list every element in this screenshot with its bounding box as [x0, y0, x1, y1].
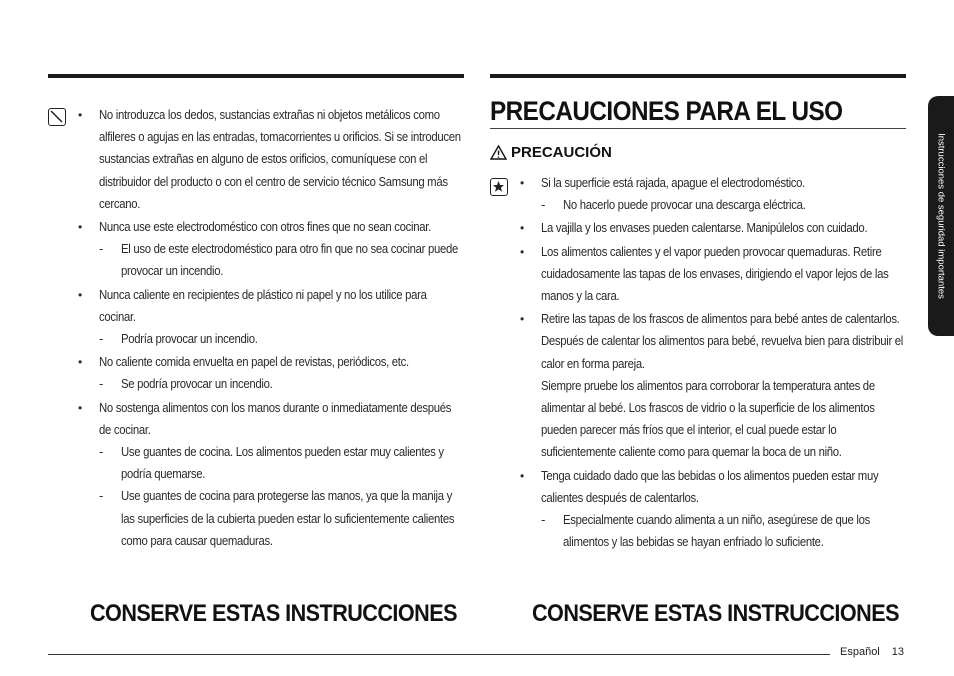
sub-item [99, 238, 464, 282]
sub-item [99, 441, 464, 485]
section-side-tab [928, 96, 954, 336]
sub-item-text: - Especialmente cuando alimenta a un niño, asegúrese de que los alimentos y las bebidas se hayan enfriado lo suficiente. [563, 512, 870, 550]
sub-item [541, 509, 908, 553]
footer-language: Español [840, 646, 880, 658]
page-number: 13 [891, 646, 905, 658]
bullet-item [520, 465, 908, 554]
sub-item [541, 194, 908, 216]
bullet-item [78, 284, 464, 351]
sub-item-text: - No hacerlo puede provocar una descarga eléctrica. [563, 197, 806, 213]
page-title: PRECAUCIONES PARA EL USO [490, 96, 843, 126]
footer-rule [48, 654, 830, 655]
caution-heading [490, 144, 612, 161]
bullet-extra-text: Siempre pruebe los alimentos para corroborar la temperatura antes de alimentar al bebé. Los frascos de vidrio o la superficie de los alimentos pueden parecer más fríos que el interior, el cual puede estar lo suficientemente caliente como para quemar la boca de un niño. [541, 377, 875, 460]
conserve-title-left: CONSERVE ESTAS INSTRUCCIONES [90, 600, 457, 627]
bullet-text: • Nunca caliente en recipientes de plástico ni papel y no los utilice para cocinar. [99, 286, 427, 324]
side-tab-label: Instrucciones de seguridad importantes [935, 133, 947, 299]
conserve-title-right: CONSERVE ESTAS INSTRUCCIONES [532, 600, 899, 627]
sub-item-text: - Podría provocar un incendio. [121, 331, 258, 347]
bullet-text: • Tenga cuidado dado que las bebidas o los alimentos pueden estar muy calientes después de calentarlos. [541, 467, 879, 505]
sub-item-text: - Use guantes de cocina para protegerse las manos, ya que la manija y las superficies de la cubierta pueden estar lo suficientemente calientes como para causar quemaduras. [121, 488, 455, 548]
bullet-item [520, 308, 908, 463]
bullet-item [78, 397, 464, 552]
bullet-text: • Retire las tapas de los frascos de alimentos para bebé antes de calentarlos. Después de calentar los alimentos para bebé, revuelva bien para distribuir el calor en forma pareja. [541, 311, 904, 371]
sub-item [99, 328, 464, 350]
sub-item-text: - Use guantes de cocina. Los alimentos pueden estar muy calientes y podría quemarse. [121, 444, 444, 482]
left-bullet-list [78, 104, 464, 553]
bullet-item [520, 172, 908, 216]
top-rule-left [48, 74, 464, 78]
top-rule-right [490, 74, 906, 78]
warning-triangle-icon [490, 145, 507, 160]
bullet-text: • Nunca use este electrodoméstico con otros fines que no sean cocinar. [99, 219, 431, 235]
sub-item [99, 485, 464, 552]
bullet-item [520, 241, 908, 308]
title-underline [490, 128, 906, 129]
bullet-text: • Si la superficie está rajada, apague el electrodoméstico. [541, 175, 806, 190]
right-bullet-list [520, 172, 908, 554]
sub-item [99, 373, 464, 395]
bullet-text: • No introduzca los dedos, sustancias extrañas ni objetos metálicos como alfileres o agujas en las entradas, tomacorrientes u orificios. Si se introducen sustancias extrañas en alguno de estos orificios, comuníquese con el distribuidor del producto o con el centro de servicio técnico Samsung más cercano. [99, 107, 461, 211]
sub-item-text: - El uso de este electrodoméstico para otro fin que no sea cocinar puede provocar un incendio. [121, 241, 459, 279]
bullet-text: • No caliente comida envuelta en papel de revistas, periódicos, etc. [99, 354, 409, 370]
star-icon [490, 178, 508, 196]
bullet-item [78, 351, 464, 395]
sub-item-text: - Se podría provocar un incendio. [121, 376, 273, 392]
bullet-text: • Los alimentos calientes y el vapor pueden provocar quemaduras. Retire cuidadosamente las tapas de los envases, dirigiendo el vapor lejos de las manos y la cara. [541, 243, 889, 304]
bullet-text: • No sostenga alimentos con los manos durante o inmediatamente después de cocinar. [99, 399, 452, 437]
caution-label: PRECAUCIÓN [511, 144, 612, 161]
bullet-item [78, 216, 464, 283]
prohibition-icon [48, 108, 66, 126]
bullet-text: • La vajilla y los envases pueden calentarse. Manipúlelos con cuidado. [541, 220, 868, 236]
bullet-item [78, 104, 464, 215]
footer [840, 646, 904, 658]
bullet-item [520, 217, 908, 239]
